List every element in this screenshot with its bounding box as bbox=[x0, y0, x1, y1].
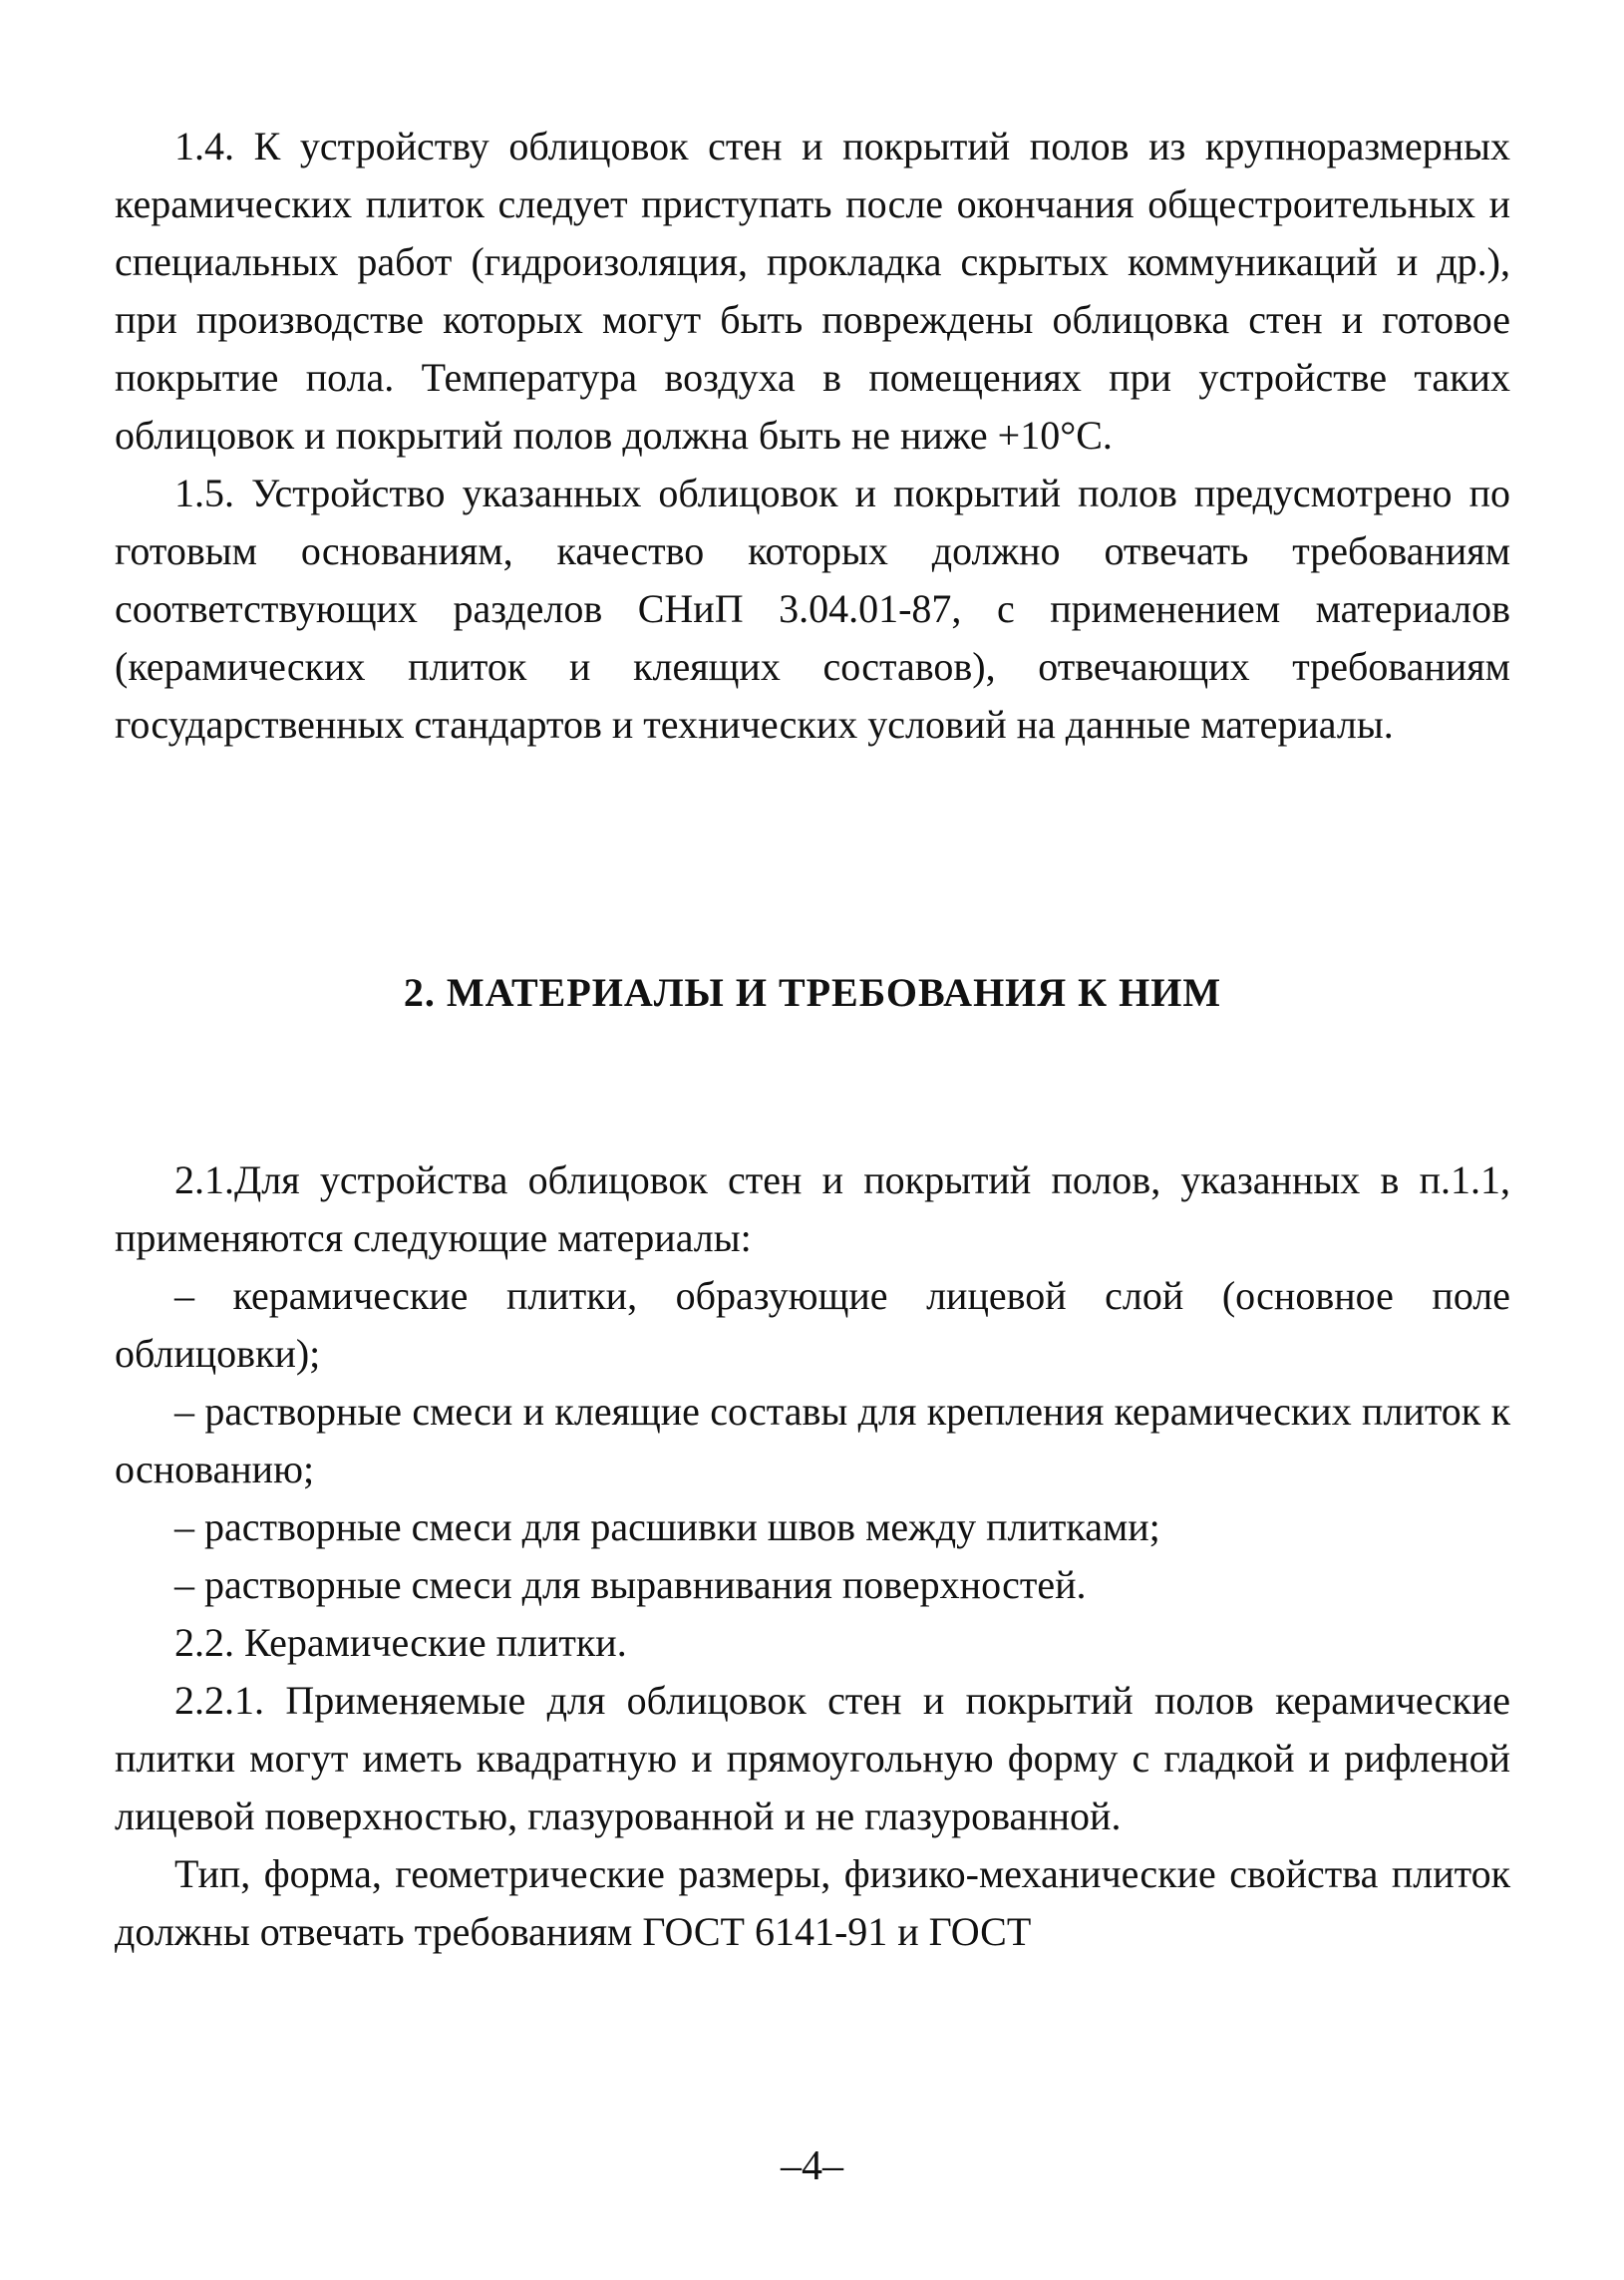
section-heading: 2. МАТЕРИАЛЫ И ТРЕБОВАНИЯ К НИМ bbox=[403, 970, 1222, 1015]
body-text-upper bbox=[115, 118, 1510, 754]
paragraph-2-2-1: 2.2.1. Применяемые для облицовок стен и покрытий полов керамические плитки могут иметь квадратную и прямоугольную форму с гладкой и рифленой лицевой поверхностью, глазурованной и не глазурованной. bbox=[115, 1678, 1510, 1838]
paragraph-1-5: 1.5. Устройство указанных облицовок и покрытий полов предусмотрено по готовым основаниям, качество которых должно отвечать требованиям соответствующих разделов СНиП 3.04.01-87, с применением материалов (керамических плиток и клеящих составов), отвечающих требованиям государственных стандартов и технических условий на данные материалы. bbox=[115, 471, 1510, 747]
body-text-lower bbox=[115, 1151, 1510, 1961]
paragraph-2-2: 2.2. Керамические плитки. bbox=[174, 1620, 627, 1665]
paragraph-type-form: Тип, форма, геометрические размеры, физико-механические свойства плиток должны отвечать требованиям ГОСТ 6141-91 и ГОСТ bbox=[115, 1851, 1510, 1954]
page-number: –4– bbox=[781, 2143, 843, 2189]
paragraph-1-4: 1.4. К устройству облицовок стен и покрытий полов из крупноразмерных керамических плиток следует приступать после окончания общестроительных и специальных работ (гидроизоляция, прокладка скрытых коммуникаций и др.), при производстве которых могут быть повреждены облицовка стен и готовое покрытие пола. Температура воздуха в помещениях при устройстве таких облицовок и покрытий полов должна быть не ниже +10°С. bbox=[115, 124, 1510, 458]
list-item: – растворные смеси для расшивки швов между плитками; bbox=[174, 1504, 1160, 1549]
list-item: – растворные смеси и клеящие составы для крепления керамических плиток к основанию; bbox=[115, 1389, 1510, 1491]
paragraph-2-1: 2.1.Для устройства облицовок стен и покрытий полов, указанных в п.1.1, применяются следующие материалы: bbox=[115, 1157, 1510, 1260]
list-item: – растворные смеси для выравнивания поверхностей. bbox=[174, 1562, 1087, 1607]
list-item: – керамические плитки, образующие лицевой слой (основное поле облицовки); bbox=[115, 1273, 1510, 1376]
